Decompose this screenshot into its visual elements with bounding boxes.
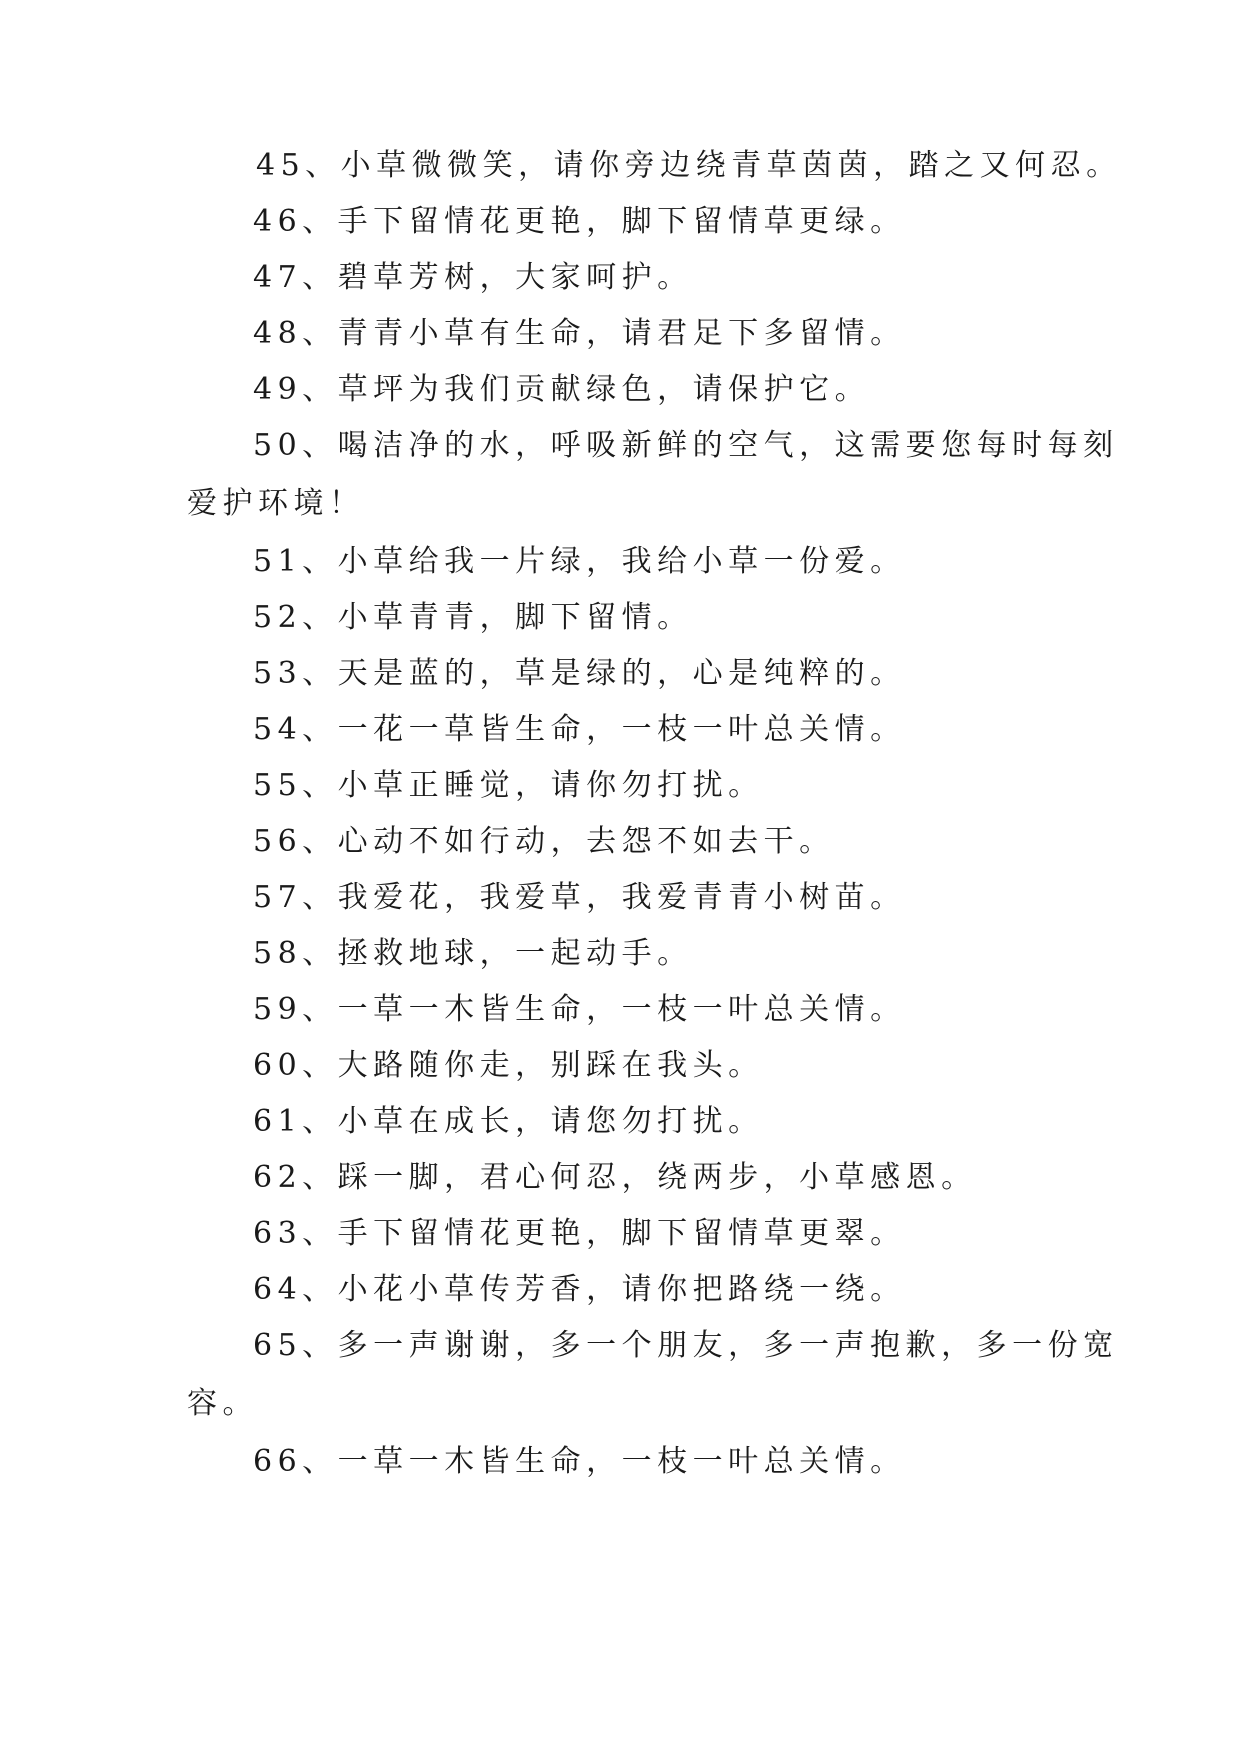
slogan-line-59: 59、一草一木皆生命，一枝一叶总关情。 — [253, 992, 906, 1027]
slogan-line-51: 51、小草给我一片绿，我给小草一份爱。 — [253, 544, 906, 579]
slogan-line-52: 52、小草青青，脚下留情。 — [253, 600, 693, 635]
slogan-line-57: 57、我爱花，我爱草，我爱青青小树苗。 — [253, 880, 906, 915]
slogan-line-56: 56、心动不如行动，去怨不如去干。 — [253, 824, 835, 859]
slogan-line-65-continued: 容。 — [187, 1386, 258, 1421]
slogan-line-61: 61、小草在成长，请您勿打扰。 — [253, 1104, 764, 1139]
slogan-line-50-continued: 爱护环境！ — [187, 486, 365, 521]
slogan-line-64: 64、小花小草传芳香，请你把路绕一绕。 — [253, 1272, 906, 1307]
slogan-line-46: 46、手下留情花更艳，脚下留情草更绿。 — [253, 204, 906, 239]
slogan-line-63: 63、手下留情花更艳，脚下留情草更翠。 — [253, 1216, 906, 1251]
slogan-line-50: 50、喝洁净的水，呼吸新鲜的空气，这需要您每时每刻 — [253, 428, 1119, 463]
slogan-line-62: 62、踩一脚，君心何忍，绕两步，小草感恩。 — [253, 1160, 977, 1195]
slogan-line-65: 65、多一声谢谢，多一个朋友，多一声抱歉，多一份宽 — [253, 1328, 1119, 1363]
slogan-line-60: 60、大路随你走，别踩在我头。 — [253, 1048, 764, 1083]
slogan-line-55: 55、小草正睡觉，请你勿打扰。 — [253, 768, 764, 803]
slogan-line-53: 53、天是蓝的，草是绿的，心是纯粹的。 — [253, 656, 906, 691]
slogan-line-48: 48、青青小草有生命，请君足下多留情。 — [253, 316, 906, 351]
slogan-line-45: 45、小草微微笑，请你旁边绕青草茵茵，踏之又何忍。 — [256, 148, 1122, 183]
slogan-line-47: 47、碧草芳树，大家呵护。 — [253, 260, 693, 295]
slogan-line-66: 66、一草一木皆生命，一枝一叶总关情。 — [253, 1444, 906, 1479]
slogan-line-54: 54、一花一草皆生命，一枝一叶总关情。 — [253, 712, 906, 747]
slogan-line-58: 58、拯救地球，一起动手。 — [253, 936, 693, 971]
slogan-line-49: 49、草坪为我们贡献绿色，请保护它。 — [253, 372, 871, 407]
